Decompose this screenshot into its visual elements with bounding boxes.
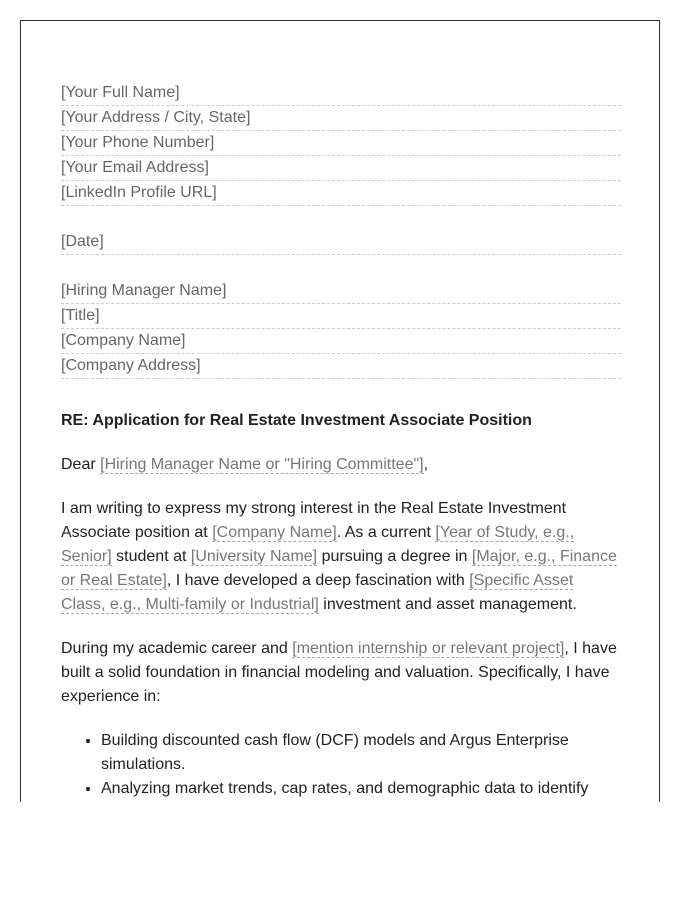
- university-name-placeholder[interactable]: [University Name]: [190, 548, 318, 565]
- sender-phone-field[interactable]: [Your Phone Number]: [61, 131, 621, 156]
- date-field[interactable]: [Date]: [61, 230, 621, 255]
- subject-line: RE: Application for Real Estate Investment Associate Position: [61, 412, 532, 429]
- date-block: [61, 230, 621, 255]
- paragraph-text: investment and asset management.: [318, 596, 577, 613]
- paragraph-text: , I have built a solid foundation in financial modeling and valuation. Specifically, I have experience in:: [61, 640, 617, 705]
- letter-page: [20, 20, 660, 802]
- recipient-name-field[interactable]: [Hiring Manager Name]: [61, 279, 621, 304]
- sender-address-field[interactable]: [Your Address / City, State]: [61, 106, 621, 131]
- greeting: [61, 453, 621, 477]
- body-paragraph-1: [61, 497, 621, 617]
- experience-list: [61, 729, 621, 801]
- paragraph-text: pursuing a degree in: [317, 548, 472, 565]
- paragraph-text: During my academic career and: [61, 640, 293, 657]
- recipient-company-field[interactable]: [Company Name]: [61, 329, 621, 354]
- sender-name-field[interactable]: [Your Full Name]: [61, 81, 621, 106]
- greeting-suffix: ,: [423, 456, 429, 473]
- letter-content: [61, 81, 621, 801]
- greeting-prefix: Dear: [61, 456, 101, 473]
- paragraph-text: student at: [111, 548, 191, 565]
- recipient-address-field[interactable]: [Company Address]: [61, 354, 621, 379]
- list-item: • Building discounted cash flow (DCF) models and Argus Enterprise simulations.: [101, 729, 621, 777]
- sender-linkedin-field[interactable]: [LinkedIn Profile URL]: [61, 181, 621, 206]
- spacer: [61, 255, 621, 279]
- sender-email-field[interactable]: [Your Email Address]: [61, 156, 621, 181]
- spacer: [61, 206, 621, 230]
- paragraph-text: I am writing to express my strong interest in the Real Estate Investment Associate position at: [61, 500, 567, 541]
- recipient-block: [61, 279, 621, 379]
- body-paragraph-2: [61, 637, 621, 709]
- recipient-title-field[interactable]: [Title]: [61, 304, 621, 329]
- asset-class-placeholder[interactable]: [Specific Asset Class, e.g., Multi-family or Industrial]: [61, 572, 574, 613]
- internship-placeholder[interactable]: [mention internship or relevant project]: [292, 640, 565, 657]
- paragraph-text: , I have developed a deep fascination with: [166, 572, 470, 589]
- sender-block: [61, 81, 621, 206]
- company-name-placeholder[interactable]: [Company Name]: [212, 524, 337, 541]
- list-item: • Analyzing market trends, cap rates, and demographic data to identify: [101, 777, 621, 801]
- paragraph-text: . As a current: [336, 524, 436, 541]
- major-placeholder[interactable]: [Major, e.g., Finance or Real Estate]: [61, 548, 617, 589]
- greeting-placeholder[interactable]: [Hiring Manager Name or "Hiring Committee"]: [100, 456, 424, 473]
- year-of-study-placeholder[interactable]: [Year of Study, e.g., Senior]: [61, 524, 575, 565]
- spacer: [61, 379, 621, 409]
